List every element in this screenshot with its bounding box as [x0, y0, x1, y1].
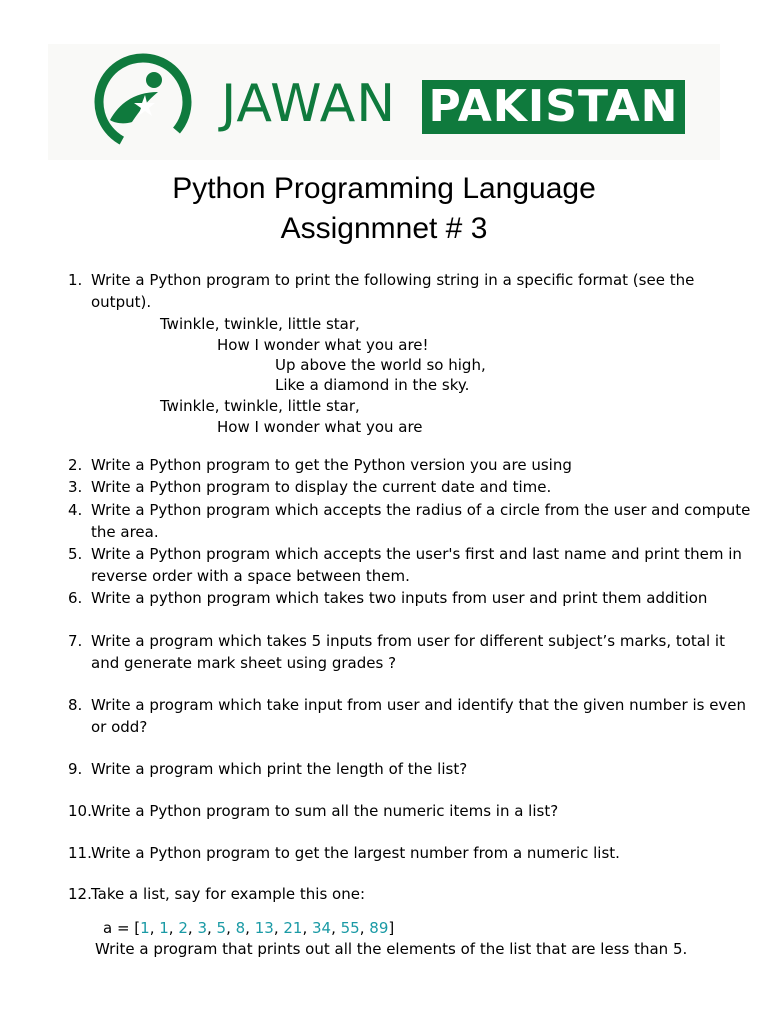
question-text: Write a python program which takes two inputs from user and print them addition: [91, 589, 708, 607]
question-number: 4.: [68, 501, 83, 519]
question-text: Write a Python program to get the largest number from a numeric list.: [91, 844, 620, 862]
list-separator: ,: [226, 919, 236, 937]
list-number: 3: [197, 919, 207, 937]
final-instruction: Write a program that prints out all the elements of the list that are less than 5.: [95, 940, 688, 958]
question-text: Write a Python program to display the current date and time.: [91, 478, 552, 496]
question-text: Write a Python program to get the Python version you are using: [91, 456, 572, 474]
list-number: 55: [340, 919, 360, 937]
question-text: Write a program which print the length of the list?: [91, 760, 468, 778]
question-number: 6.: [68, 589, 83, 607]
list-number: 8: [235, 919, 246, 937]
question-number: 10.: [68, 802, 92, 820]
list-number: 89: [369, 919, 389, 937]
brand-name-bold: PAKISTAN: [428, 81, 679, 132]
question-text: Write a program which takes 5 inputs from user for different subject’s marks, total it: [91, 632, 725, 650]
question-text: reverse order with a space between them.: [91, 567, 410, 585]
question-text: and generate mark sheet using grades ?: [91, 654, 397, 672]
question-text: Write a Python program to sum all the numeric items in a list?: [91, 802, 559, 820]
poem-line: Twinkle, twinkle, little star,: [160, 315, 360, 333]
list-separator: ,: [168, 919, 179, 937]
question-text: Write a Python program which accepts the user's first and last name and print them in: [91, 545, 742, 563]
question-number: 7.: [68, 632, 83, 650]
list-separator: ,: [359, 919, 370, 937]
poem-line: How I wonder what you are!: [217, 336, 429, 354]
list-separator: ,: [149, 919, 160, 937]
question-text: Write a Python program to print the following string in a specific format (see the: [91, 271, 695, 289]
poem-line: Up above the world so high,: [275, 356, 486, 374]
question-number: 9.: [68, 760, 83, 778]
question-text: Write a Python program which accepts the radius of a circle from the user and compute: [91, 501, 751, 519]
poem-line: Like a diamond in the sky.: [275, 376, 470, 394]
list-number: 1: [159, 919, 169, 937]
list-suffix: ]: [388, 919, 395, 937]
list-separator: ,: [245, 919, 255, 937]
question-text: Write a program which take input from user and identify that the given number is even: [91, 696, 747, 714]
poem-line: How I wonder what you are: [217, 418, 423, 436]
question-number: 12.: [68, 885, 92, 903]
list-number: 34: [312, 919, 332, 937]
brand-name-light: JAWAN: [221, 74, 397, 134]
question-text: Take a list, say for example this one:: [91, 885, 366, 903]
question-number: 11.: [68, 844, 92, 862]
list-number: 21: [283, 919, 303, 937]
list-number: 13: [254, 919, 274, 937]
question-text: or odd?: [91, 718, 148, 736]
list-number: 1: [140, 919, 150, 937]
question-number: 2.: [68, 456, 83, 474]
question-number: 5.: [68, 545, 83, 563]
list-separator: ,: [187, 919, 198, 937]
list-separator: ,: [302, 919, 312, 937]
list-separator: ,: [206, 919, 217, 937]
list-number: 5: [216, 919, 227, 937]
list-separator: ,: [273, 919, 284, 937]
list-separator: ,: [331, 919, 341, 937]
page-title: Python Programming Language: [172, 172, 596, 205]
question-number: 8.: [68, 696, 83, 714]
poem-line: Twinkle, twinkle, little star,: [160, 397, 360, 415]
question-number: 1.: [68, 271, 83, 289]
question-number: 3.: [68, 478, 83, 496]
list-example: [103, 917, 394, 939]
list-number: 2: [178, 919, 188, 937]
question-text: the area.: [91, 523, 159, 541]
list-prefix: a = [: [103, 919, 141, 937]
question-text: output).: [91, 293, 152, 311]
page-subtitle: Assignmnet # 3: [280, 212, 488, 245]
jawan-pakistan-logo: [92, 50, 194, 154]
